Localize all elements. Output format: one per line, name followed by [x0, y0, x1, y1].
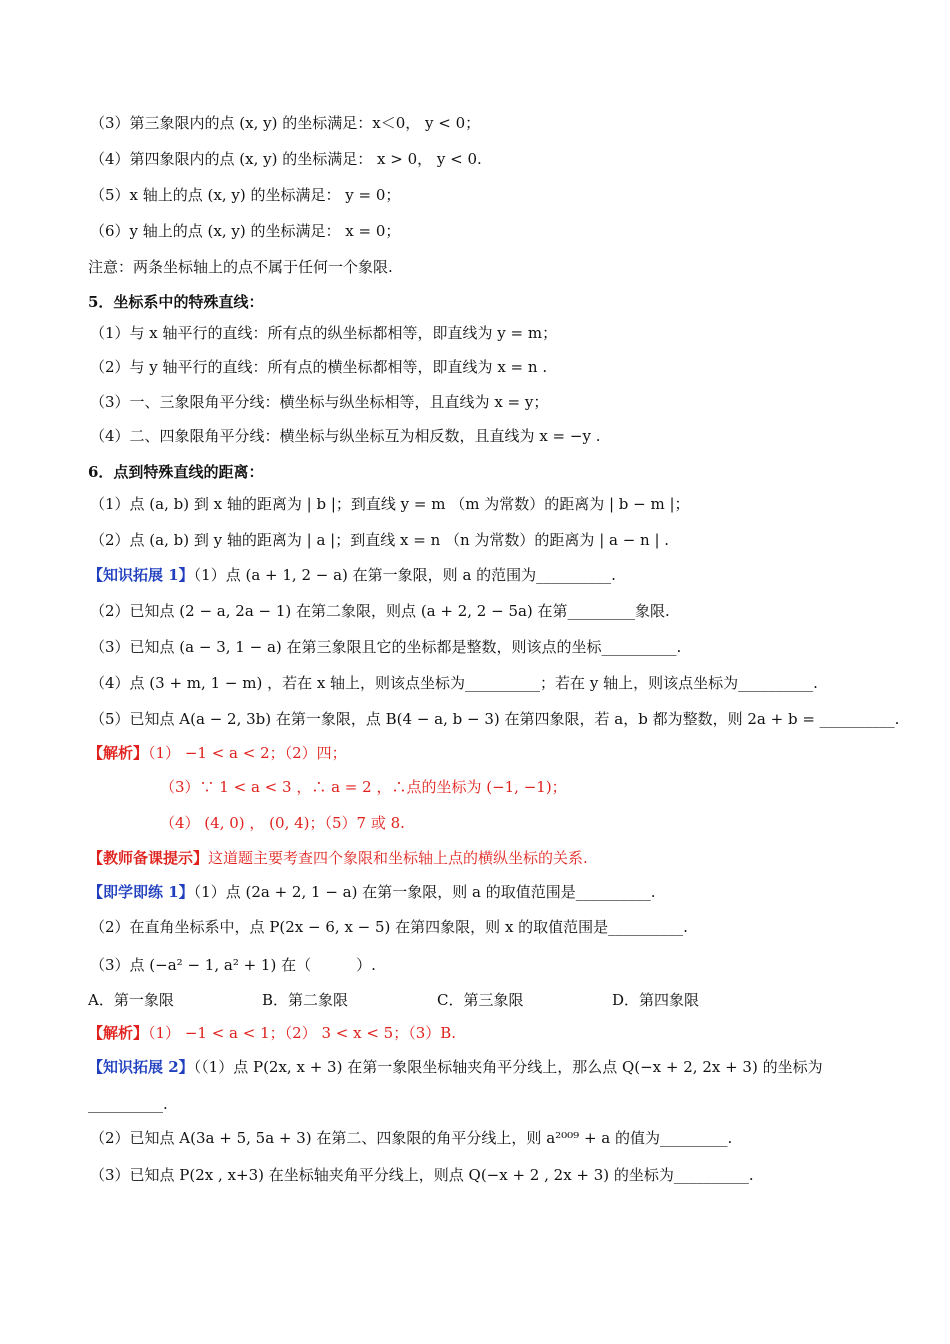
bisector-1-3: （3）一、三象限角平分线：横坐标与纵坐标相等，且直线为 x = y； [90, 393, 549, 411]
extension-2-q3: （3）已知点 P(2x , x+3) 在坐标轴夹角平分线上，则点 Q(−x + 2 , 2x + 3) 的坐标为__________. [90, 1166, 754, 1184]
teacher-tip: 【教师备课提示】这道题主要考查四个象限和坐标轴上点的横纵坐标的关系. [88, 849, 588, 867]
section-6-heading: 6．点到特殊直线的距离： [88, 463, 264, 481]
option-a: A．第一象限 [88, 991, 174, 1009]
quadrant-4-condition: （4）第四象限内的点 (x, y) 的坐标满足： x > 0， y < 0. [90, 150, 482, 168]
analysis-1-line3: （4） (4, 0) ， (0, 4)；（5）7 或 8. [160, 814, 405, 832]
x-axis-condition: （5）x 轴上的点 (x, y) 的坐标满足： y = 0； [90, 186, 401, 204]
bisector-2-4: （4）二、四象限角平分线：横坐标与纵坐标互为相反数，且直线为 x = −y . [90, 427, 601, 445]
quadrant-3-condition: （3）第三象限内的点 (x, y) 的坐标满足：x＜0， y < 0； [90, 114, 481, 132]
extension-2-q2: （2）已知点 A(3a + 5, 5a + 3) 在第二、四象限的角平分线上，则 a²⁰⁰⁹ + a 的值为_________. [90, 1129, 733, 1147]
analysis-2-tag: 【解析】 [88, 1024, 149, 1042]
distance-to-y-axis: （2）点 (a, b) 到 y 轴的距离为 | a |；到直线 x = n （n 为常数）的距离为 | a − n | . [90, 531, 670, 549]
practice-1-q2: （2）在直角坐标系中，点 P(2x − 6, x − 5) 在第四象限，则 x 的取值范围是__________. [90, 918, 688, 936]
analysis-1-line2: （3）∵ 1 < a < 3 ，∴ a = 2 ，∴点的坐标为 (−1, −1)； [160, 778, 567, 796]
practice-1-q3: （3）点 (−a² − 1, a² + 1) 在（ ）. [90, 956, 376, 974]
analysis-1: 【解析】（1） −1 < a < 2；（2）四； [88, 744, 347, 762]
extension-1-q3: （3）已知点 (a − 3, 1 − a) 在第三象限且它的坐标都是整数，则该点的坐标__________. [90, 638, 682, 656]
extension-1-q2: （2）已知点 (2 − a, 2a − 1) 在第二象限，则点 (a + 2, 2 − 5a) 在第_________象限. [90, 602, 670, 620]
extension-1-q5: （5）已知点 A(a − 2, 3b) 在第一象限，点 B(4 − a, b − 3) 在第四象限，若 a，b 都为整数，则 2a + b = __________. [90, 710, 900, 728]
option-d: D．第四象限 [612, 991, 700, 1009]
line-parallel-y: （2）与 y 轴平行的直线：所有点的横坐标都相等，即直线为 x = n . [90, 358, 548, 376]
option-b: B．第二象限 [262, 991, 349, 1009]
note-line: 注意：两条坐标轴上的点不属于任何一个象限. [88, 258, 393, 276]
line-parallel-x: （1）与 x 轴平行的直线：所有点的纵坐标都相等，即直线为 y = m； [90, 324, 558, 342]
extension-1-q4: （4）点 (3 + m, 1 − m) ，若在 x 轴上，则该点坐标为__________；若在 y 轴上，则该点坐标为__________. [90, 674, 818, 692]
distance-to-x-axis: （1）点 (a, b) 到 x 轴的距离为 | b |；到直线 y = m （m 为常数）的距离为 | b − m |； [90, 495, 690, 513]
analysis-2: 【解析】（1） −1 < a < 1；（2） 3 < x < 5；（3）B. [88, 1024, 457, 1042]
knowledge-extension-2: 【知识拓展 2】（（1）点 P(2x, x + 3) 在第一象限坐标轴夹角平分线上，那么点 Q(−x + 2, 2x + 3) 的坐标为 [88, 1058, 823, 1076]
y-axis-condition: （6）y 轴上的点 (x, y) 的坐标满足： x = 0； [90, 222, 401, 240]
section-5-heading: 5．坐标系中的特殊直线： [88, 293, 264, 311]
extension-2-blank: __________. [88, 1095, 168, 1113]
practice-1-tag: 【即学即练 1】 [88, 883, 194, 901]
teacher-tip-tag: 【教师备课提示】 [88, 849, 209, 867]
knowledge-extension-2-tag: 【知识拓展 2】 [88, 1058, 194, 1076]
knowledge-extension-1-tag: 【知识拓展 1】 [88, 566, 194, 584]
option-c: C．第三象限 [437, 991, 524, 1009]
analysis-1-tag: 【解析】 [88, 744, 149, 762]
practice-1: 【即学即练 1】（1）点 (2a + 2, 1 − a) 在第一象限，则 a 的取值范围是__________. [88, 883, 656, 901]
knowledge-extension-1: 【知识拓展 1】（1）点 (a + 1, 2 − a) 在第一象限，则 a 的范围为__________. [88, 566, 616, 584]
